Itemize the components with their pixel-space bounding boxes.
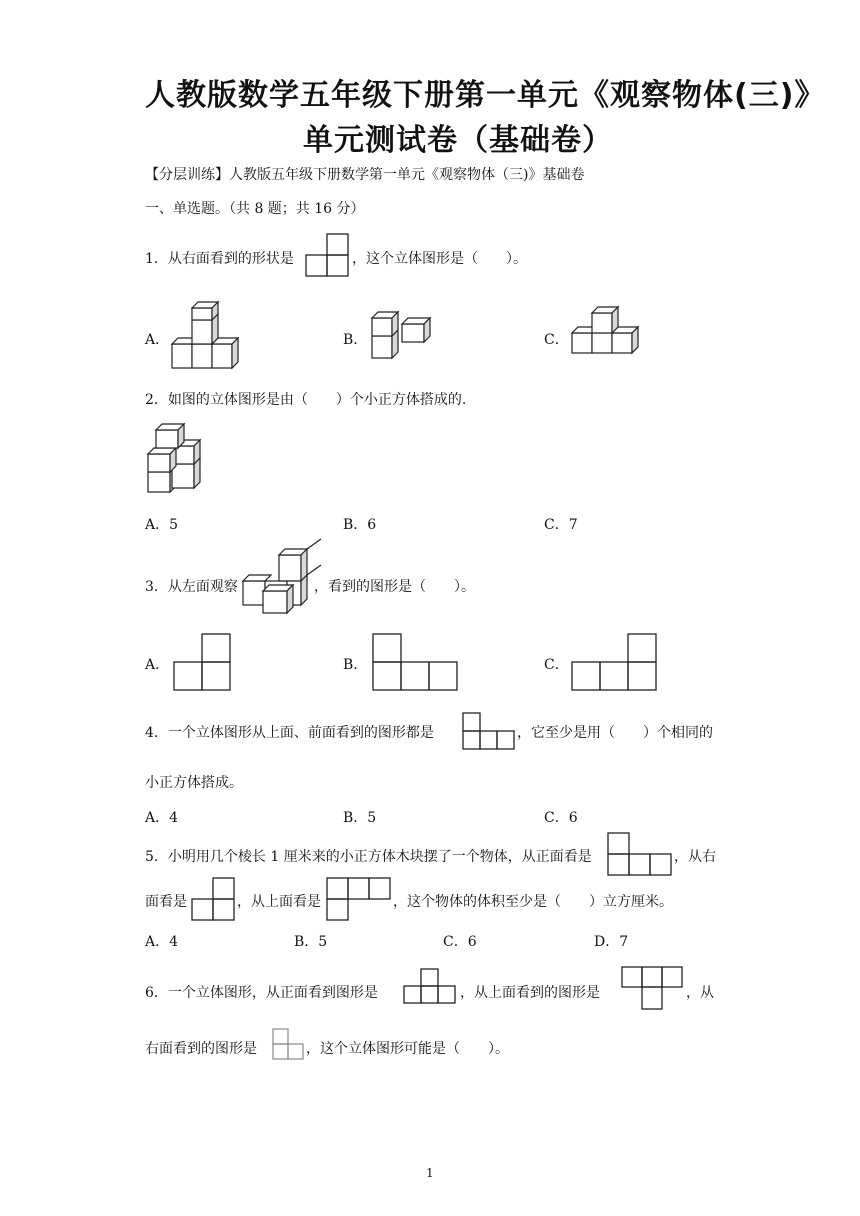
q5-text-c: 面看是	[145, 894, 187, 910]
q1-option-a[interactable]: A．	[145, 332, 170, 348]
q5-text-d: ，从上面看是	[237, 894, 321, 910]
q5-text-a: 5．小明用几个棱长 1 厘米来的小正方体木块摆了一个物体，从正面看是	[145, 849, 592, 865]
q3-solid-figure	[243, 547, 323, 615]
q4-view-figure	[462, 712, 518, 752]
q3-option-b[interactable]: B．	[343, 657, 368, 673]
q6-text-d: 右面看到的图形是	[145, 1041, 257, 1057]
q5-right-view-figure	[191, 877, 237, 921]
subtitle: 【分层训练】人教版五年级下册数学第一单元《观察物体（三)》基础卷	[145, 167, 585, 183]
q3-option-a-figure	[173, 633, 233, 693]
q3-text-a: 3．从左面观察	[145, 579, 238, 595]
q3-option-c-figure	[571, 633, 659, 693]
q1-right-view-figure	[305, 233, 351, 277]
q4-text-c: 小正方体搭成。	[145, 775, 243, 791]
q1-text-a: 1．从右面看到的形状是	[145, 251, 294, 267]
q5-option-b[interactable]: B．5	[294, 934, 328, 950]
q1-option-b-figure	[372, 312, 434, 360]
q3-text-b: ，看到的图形是（ ）。	[314, 579, 475, 595]
q3-option-a[interactable]: A．	[145, 657, 170, 673]
q1-option-c[interactable]: C．	[544, 332, 569, 348]
q2-solid-figure	[148, 424, 204, 496]
q6-text-e: ，这个立体图形可能是（ ）。	[306, 1041, 509, 1057]
page-number: 1	[426, 1166, 434, 1180]
q5-option-d[interactable]: D．7	[594, 934, 629, 950]
q4-text-b: ，它至少是用（ ）个相同的	[517, 725, 713, 741]
q2-option-a[interactable]: A．5	[145, 517, 179, 533]
q6-text-a: 6．一个立体图形，从正面看到图形是	[145, 985, 378, 1001]
q2-text: 2．如图的立体图形是由（ ）个小正方体搭成的.	[145, 392, 467, 408]
q4-option-b[interactable]: B．5	[343, 810, 377, 826]
q6-text-b: ，从上面看到的图形是	[460, 985, 600, 1001]
q5-text-b: ，从右	[674, 849, 716, 865]
q1-option-a-figure	[172, 302, 240, 370]
q3-option-c[interactable]: C．	[544, 657, 569, 673]
q3-option-b-figure	[372, 633, 460, 693]
q5-option-a[interactable]: A．4	[145, 934, 179, 950]
q6-top-view-figure	[621, 966, 685, 1012]
q5-text-e: ，这个物体的体积至少是（ ）立方厘米。	[393, 894, 673, 910]
section-heading: 一、单选题。（共 8 题；共 16 分）	[145, 201, 365, 217]
q1-option-c-figure	[572, 307, 640, 357]
page-title-line1: 人教版数学五年级下册第一单元《观察物体(三)》	[145, 78, 826, 113]
q4-option-c[interactable]: C．6	[544, 810, 578, 826]
q6-front-view-figure	[403, 968, 459, 1006]
q4-option-a[interactable]: A．4	[145, 810, 179, 826]
q6-text-c: ，从	[686, 985, 714, 1001]
q5-option-c[interactable]: C．6	[443, 934, 477, 950]
q2-option-b[interactable]: B．6	[343, 517, 377, 533]
q6-right-view-figure	[272, 1028, 306, 1062]
q5-top-view-figure	[326, 877, 392, 921]
q5-front-view-figure	[607, 832, 673, 876]
q1-text-b: ，这个立体图形是（ ）。	[352, 251, 527, 267]
page-title-line2: 单元测试卷（基础卷）	[303, 123, 613, 158]
q1-option-b[interactable]: B．	[343, 332, 368, 348]
q2-option-c[interactable]: C．7	[544, 517, 578, 533]
q4-text-a: 4．一个立体图形从上面、前面看到的图形都是	[145, 725, 434, 741]
